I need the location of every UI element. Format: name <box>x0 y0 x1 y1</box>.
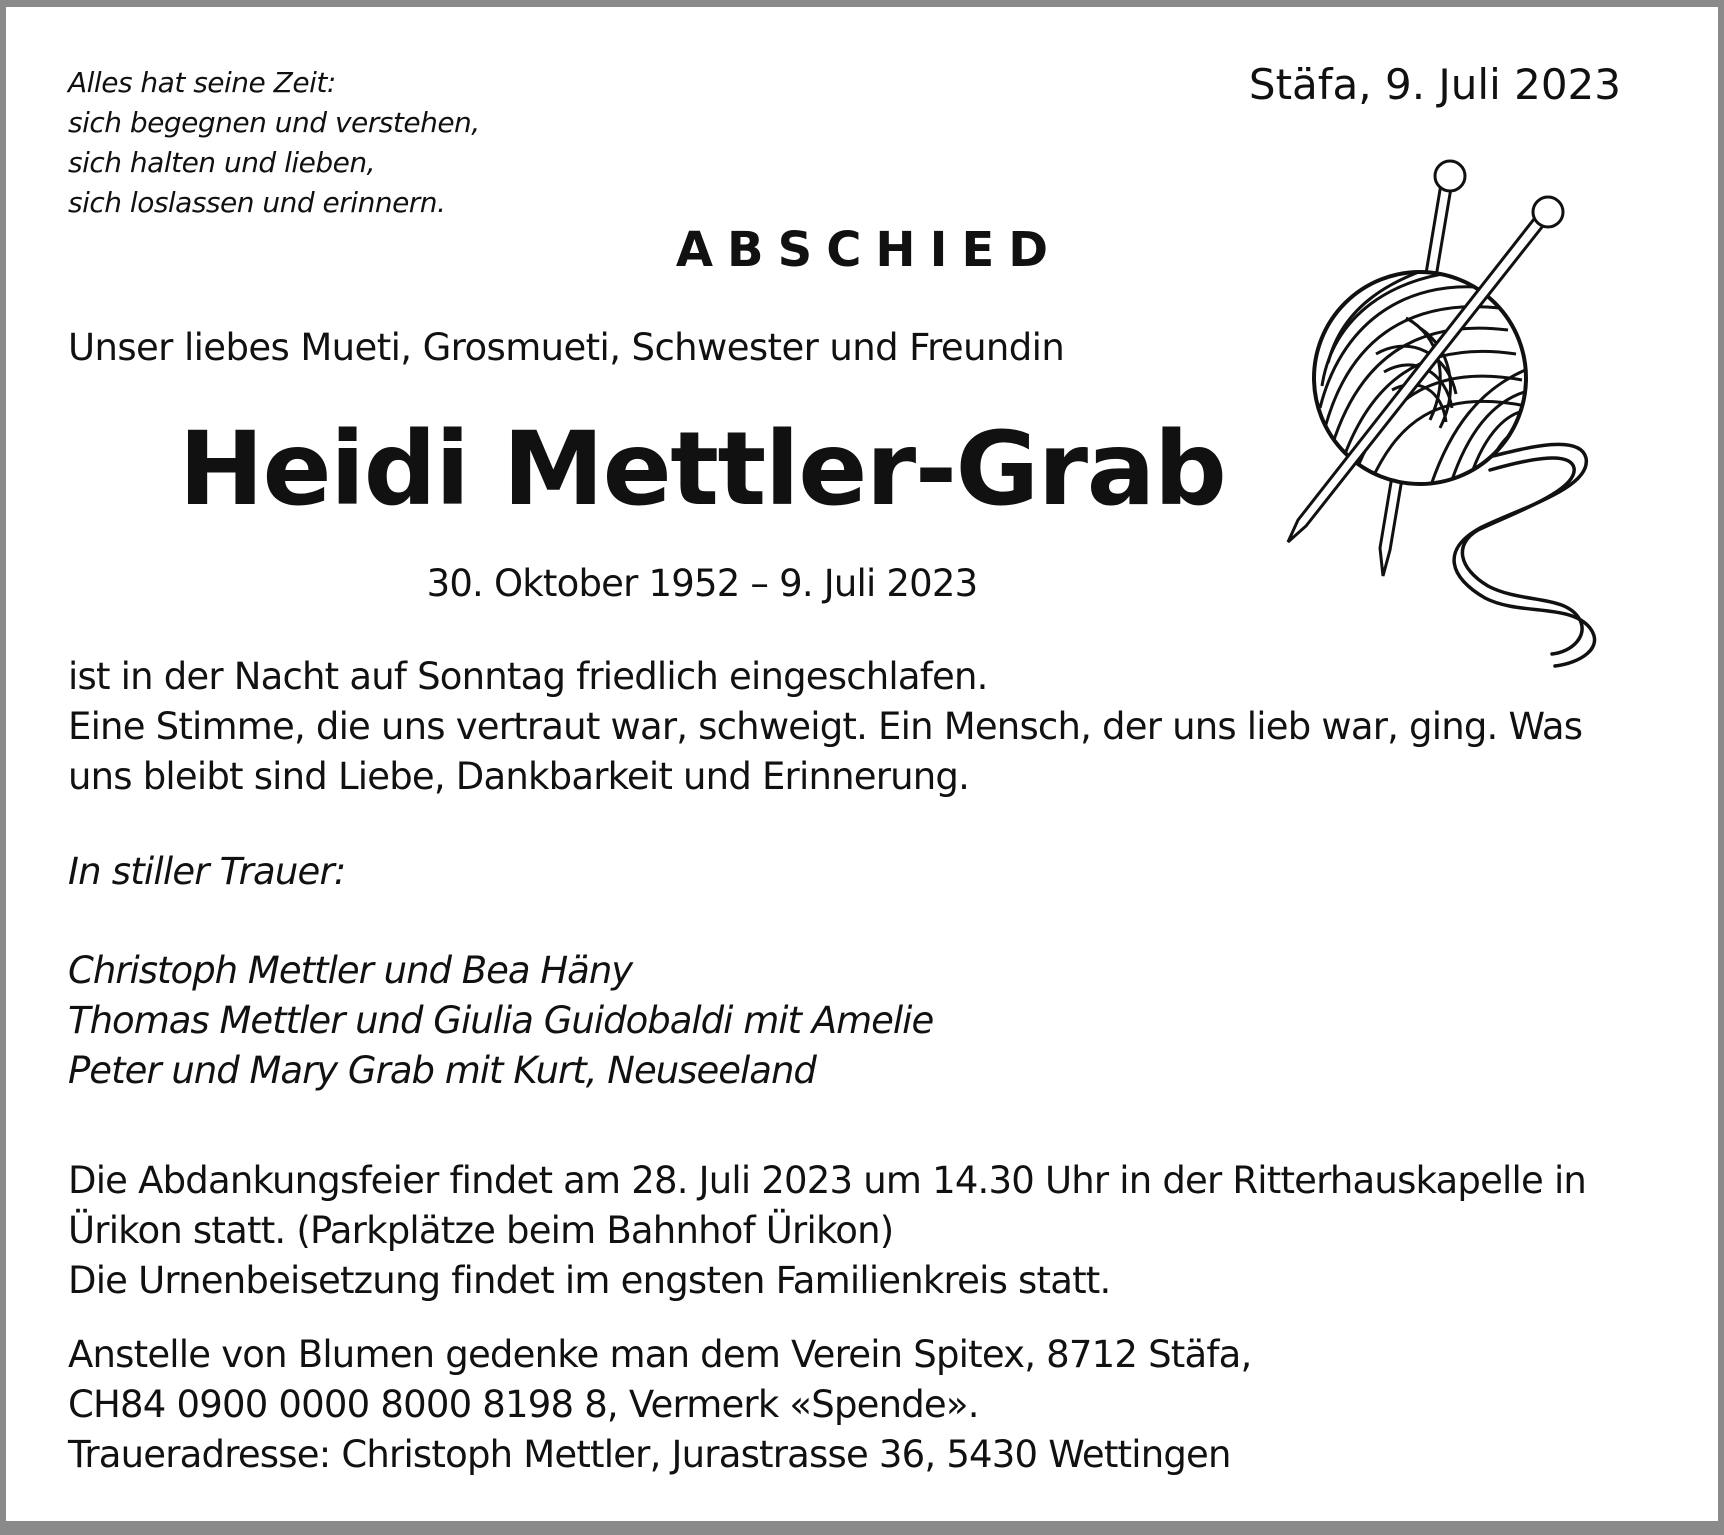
announcement-line: uns bleibt sind Liebe, Dankbarkeit und Erinnerung. <box>68 755 970 798</box>
intro-text: Unser liebes Mueti, Grosmueti, Schwester und Freundin <box>68 326 1065 369</box>
donation-info <box>68 1330 1251 1480</box>
motto-verse <box>68 63 480 223</box>
ceremony-line: Ürikon statt. (Parkplätze beim Bahnhof Ürikon) <box>68 1209 894 1252</box>
mourner-name: Thomas Mettler und Giulia Guidobaldi mit Amelie <box>68 999 934 1042</box>
mourning-label: In stiller Trauer: <box>68 850 346 893</box>
donation-line: Anstelle von Blumen gedenke man dem Verein Spitex, 8712 Stäfa, <box>68 1333 1252 1376</box>
donation-line: CH84 0900 0000 8000 8198 8, Vermerk «Spende». <box>68 1383 979 1426</box>
announcement-text <box>68 652 1582 802</box>
mourner-name: Christoph Mettler und Bea Häny <box>68 949 633 992</box>
ceremony-line: Die Abdankungsfeier findet am 28. Juli 2023 um 14.30 Uhr in der Ritterhauskapelle in <box>68 1159 1587 1202</box>
ceremony-line: Die Urnenbeisetzung findet im engsten Familienkreis statt. <box>68 1259 1111 1302</box>
mourners-list <box>68 946 933 1096</box>
life-dates: 30. Oktober 1952 – 9. Juli 2023 <box>426 562 978 605</box>
motto-line: sich loslassen und erinnern. <box>68 186 446 219</box>
donation-line: Traueradresse: Christoph Mettler, Jurastrasse 36, 5430 Wettingen <box>68 1433 1231 1476</box>
announcement-line: ist in der Nacht auf Sonntag friedlich eingeschlafen. <box>68 655 988 698</box>
motto-line: sich begegnen und verstehen, <box>68 106 480 139</box>
motto-line: sich halten und lieben, <box>68 146 376 179</box>
yarn-ball-knitting-needles-icon <box>1280 158 1640 668</box>
yarn-tail <box>1454 444 1594 666</box>
mourner-name: Peter und Mary Grab mit Kurt, Neuseeland <box>68 1049 816 1092</box>
ceremony-info <box>68 1156 1586 1306</box>
motto-line: Alles hat seine Zeit: <box>68 66 336 99</box>
place-date: Stäfa, 9. Juli 2023 <box>1248 60 1621 109</box>
heading-abschied: ABSCHIED <box>675 222 1063 278</box>
announcement-line: Eine Stimme, die uns vertraut war, schweigt. Ein Mensch, der uns lieb war, ging. Was <box>68 705 1583 748</box>
deceased-name: Heidi Mettler-Grab <box>178 410 1226 529</box>
